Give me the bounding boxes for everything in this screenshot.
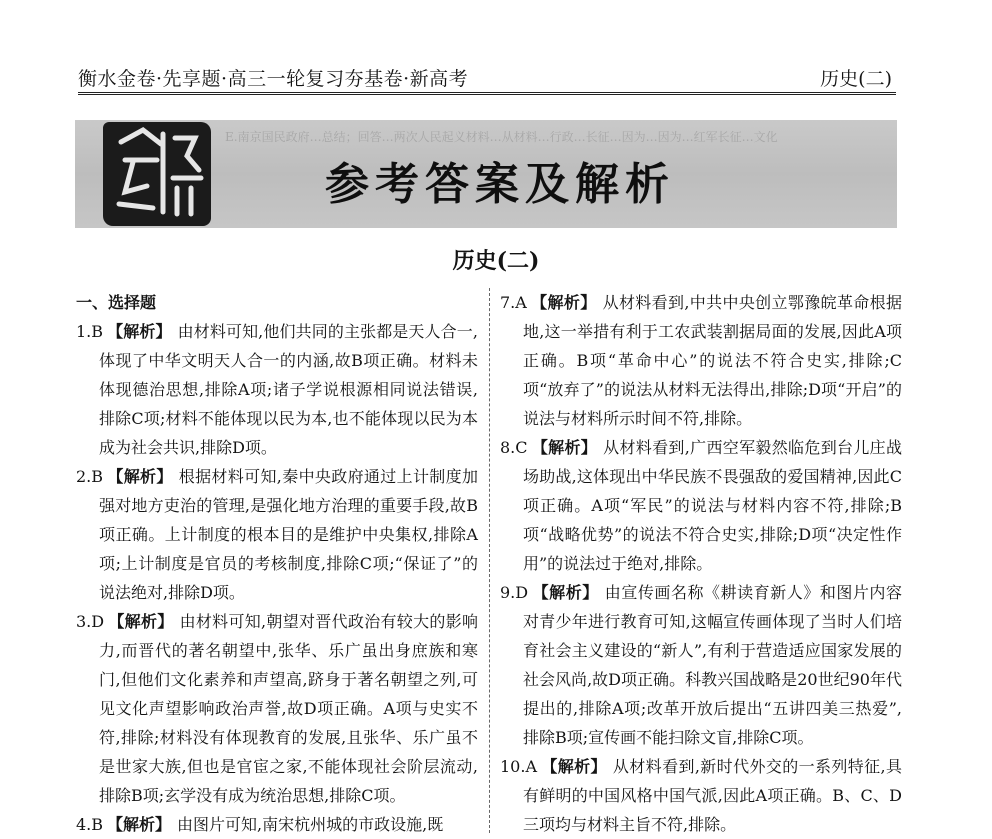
answer-item-10: [500, 752, 902, 839]
answer-item-7: [500, 288, 902, 433]
left-column: [76, 288, 478, 839]
seal-glyph-icon: [103, 122, 211, 226]
answer-text: 由图片可知,南宋杭州城的市政设施,既: [177, 815, 444, 834]
analysis-tag: 【解析】: [532, 583, 599, 602]
answer-text: 根据材料可知,秦中央政府通过上计制度加强对地方吏治的管理,是强化地方治理的重要手段,故B项正确。上计制度的根本目的是维护中央集权,排除A项;上计制度是官员的考核制度,排除C项;“保证了”的说法绝对,排除D项。: [99, 467, 478, 602]
analysis-tag: 【解析】: [108, 612, 174, 631]
answer-text: 从材料看到,新时代外交的一系列特征,具有鲜明的中国风格中国气派,因此A项正确。B、C、D三项均与材料主旨不符,排除。: [523, 757, 902, 834]
page-header: [78, 60, 896, 95]
subject-tag: 历史(二): [820, 68, 892, 90]
analysis-tag: 【解析】: [107, 815, 172, 834]
answer-item-2: [76, 462, 478, 607]
answer-item-8: [500, 433, 902, 578]
analysis-tag: 【解析】: [107, 467, 173, 486]
answer-text: 由材料可知,他们共同的主张都是天人合一,体现了中华文明天人合一的内涵,故B项正确。材料未体现德治思想,排除A项;诸子学说根源相同说法错误,排除C项;材料不能体现以民为本,也不能体现以民为本成为社会共识,排除D项。: [99, 322, 478, 457]
series-title: 衡水金卷·先享题·高三一轮复习夯基卷·新高考: [78, 68, 469, 90]
banner-bleed-through-text: E.南京国民政府…总结；回答…两次人民起义材料…从材料…行政…长征…因为…因为…红军长征…文化: [225, 130, 778, 144]
answer-banner: [75, 120, 897, 228]
analysis-tag: 【解析】: [530, 293, 597, 312]
answer-number: 10.A: [500, 757, 537, 776]
answer-text: 从材料看到,广西空军毅然临危到台儿庄战场助战,这体现出中华民族不畏强敌的爱国精神,因此C项正确。A项“军民”的说法与材料内容不符,排除;B项“战略优势”的说法不符合史实,排除;D项“决定性作用”的说法过于绝对,排除。: [523, 438, 902, 573]
answer-number: 1.B: [76, 322, 104, 341]
hengshui-seal-logo: [103, 122, 211, 226]
answer-text: 从材料看到,中共中央创立鄂豫皖革命根据地,这一举措有利于工农武装割据局面的发展,因此A项正确。B项“革命中心”的说法不符合史实,排除;C项“放弃了”的说法从材料无法得出,排除;D项“开启”的说法与材料所示时间不符,排除。: [523, 293, 902, 428]
answer-item-3: [76, 607, 478, 810]
answer-number: 3.D: [76, 612, 105, 631]
answer-number: 4.B: [76, 815, 104, 834]
analysis-tag: 【解析】: [107, 322, 172, 341]
answer-item-9: [500, 578, 902, 752]
analysis-tag: 【解析】: [531, 438, 598, 457]
answer-text: 由宣传画名称《耕读育新人》和图片内容对青少年进行教育可知,这幅宣传画体现了当时人们培育社会主义建设的“新人”,有利于营造适应国家发展的社会风尚,故D项正确。科教兴国战略是20世纪90年代提出的,排除A项;改革开放后提出“五讲四美三热爱”,排除B项;宣传画不能扫除文盲,排除C项。: [523, 583, 902, 747]
answer-number: 9.D: [500, 583, 529, 602]
answer-number: 2.B: [76, 467, 104, 486]
section-heading: 一、选择题: [76, 293, 157, 312]
answer-item-1: [76, 317, 478, 462]
analysis-tag: 【解析】: [541, 757, 607, 776]
answer-number: 8.C: [500, 438, 528, 457]
subject-title: 历史(二): [452, 248, 540, 274]
right-column: [500, 288, 902, 839]
column-divider: [489, 288, 490, 833]
answer-number: 7.A: [500, 293, 527, 312]
answer-text: 由材料可知,朝望对晋代政治有较大的影响力,而晋代的著名朝望中,张华、乐广虽出身庶族和寒门,但他们文化素养和声望高,跻身于著名朝望之列,可见文化声望影响政治声誉,故D项正确。A项与史实不符,排除;材料没有体现教育的发展,且张华、乐广虽不是世家大族,但也是官宦之家,不能体现社会阶层流动,排除B项;玄学没有成为统治思想,排除C项。: [99, 612, 478, 805]
banner-title: 参考答案及解析: [325, 159, 675, 210]
